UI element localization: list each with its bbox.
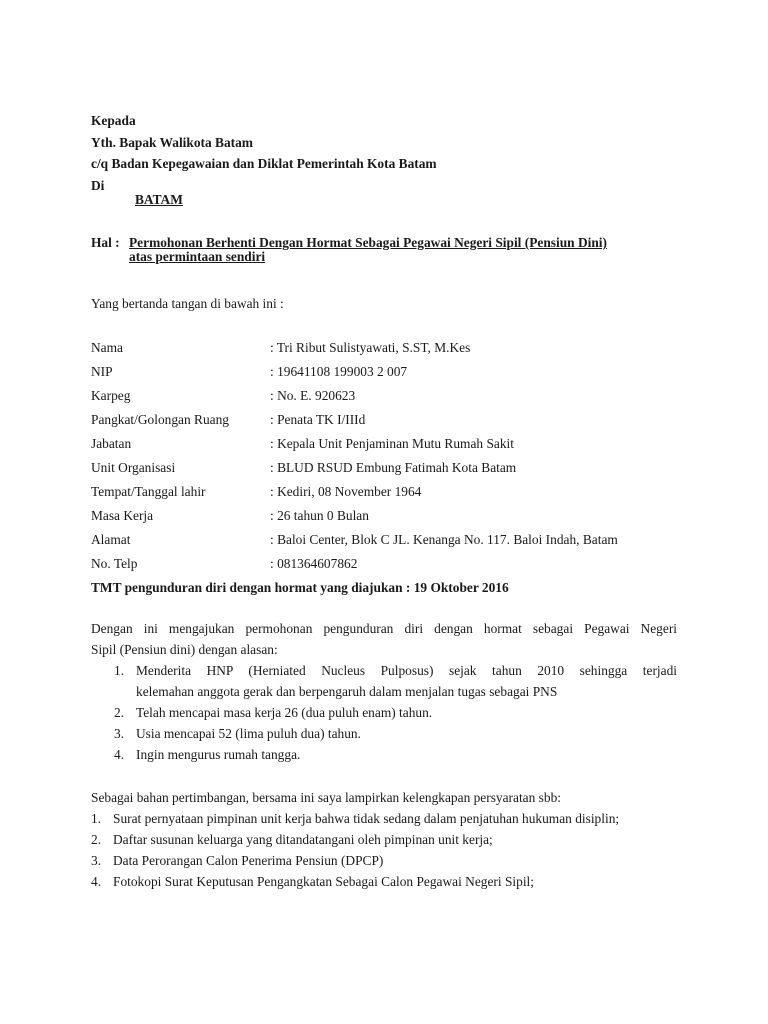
field-label-jabatan: Jabatan <box>91 436 132 451</box>
subject-line2: atas permintaan sendiri <box>129 249 266 264</box>
recipient-kepada: Kepada <box>91 113 136 128</box>
recipient-cq: c/q Badan Kepegawaian dan Diklat Pemerintah Kota Batam <box>91 156 437 171</box>
field-label-unit: Unit Organisasi <box>91 460 176 475</box>
attachment-number: 1. <box>91 811 102 826</box>
attachment-text: Surat pernyataan pimpinan unit kerja bahwa tidak sedang dalam penjatuhan hukuman disiplin; <box>113 811 620 826</box>
tmt-statement: TMT pengunduran diri dengan hormat yang diajukan : 19 Oktober 2016 <box>91 580 509 595</box>
field-label-nip: NIP <box>91 364 113 379</box>
field-value-nama: : Tri Ribut Sulistyawati, S.ST, M.Kes <box>270 340 471 355</box>
field-value-ttl: : Kediri, 08 November 1964 <box>270 484 422 499</box>
reason-text: Menderita HNP (Herniated Nucleus Pulposus) sejak tahun 2010 sehingga terjadi <box>136 663 677 678</box>
field-value-nip: : 19641108 199003 2 007 <box>270 364 408 379</box>
attachments-intro: Sebagai bahan pertimbangan, bersama ini saya lampirkan kelengkapan persyaratan sbb: <box>91 790 561 805</box>
recipient-city: BATAM <box>135 192 183 207</box>
reason-text: Usia mencapai 52 (lima puluh dua) tahun. <box>136 726 361 741</box>
field-value-pangkat: : Penata TK I/IIId <box>270 412 366 427</box>
reason-number: 4. <box>114 747 125 762</box>
field-label-ttl: Tempat/Tanggal lahir <box>91 484 206 499</box>
attachment-text: Fotokopi Surat Keputusan Pengangkatan Sebagai Calon Pegawai Negeri Sipil; <box>113 874 534 889</box>
field-label-masa-kerja: Masa Kerja <box>91 508 154 523</box>
field-label-karpeg: Karpeg <box>91 388 131 403</box>
intro-text: Yang bertanda tangan di bawah ini : <box>91 296 284 311</box>
request-line2: Sipil (Pensiun dini) dengan alasan: <box>91 642 278 657</box>
attachment-text: Daftar susunan keluarga yang ditandatangani oleh pimpinan unit kerja; <box>113 832 493 847</box>
reason-text: Ingin mengurus rumah tangga. <box>136 747 301 762</box>
attachment-text: Data Perorangan Calon Penerima Pensiun (DPCP) <box>113 853 384 868</box>
field-label-nama: Nama <box>91 340 123 355</box>
reason-number: 1. <box>114 663 125 678</box>
recipient-di: Di <box>91 178 105 193</box>
reason-number: 3. <box>114 726 125 741</box>
attachment-number: 4. <box>91 874 102 889</box>
request-line1: Dengan ini mengajukan permohonan pengunduran diri dengan hormat sebagai Pegawai Negeri <box>91 621 677 636</box>
field-value-telp: : 081364607862 <box>270 556 358 571</box>
field-value-karpeg: : No. E. 920623 <box>270 388 356 403</box>
attachment-number: 2. <box>91 832 102 847</box>
reason-text: Telah mencapai masa kerja 26 (dua puluh enam) tahun. <box>136 705 433 720</box>
field-label-alamat: Alamat <box>91 532 131 547</box>
attachment-number: 3. <box>91 853 102 868</box>
recipient-yth: Yth. Bapak Walikota Batam <box>91 135 253 150</box>
field-value-jabatan: : Kepala Unit Penjaminan Mutu Rumah Sakit <box>270 436 514 451</box>
field-label-pangkat: Pangkat/Golongan Ruang <box>91 412 229 427</box>
subject-line1: Permohonan Berhenti Dengan Hormat Sebagai Pegawai Negeri Sipil (Pensiun Dini) <box>129 235 607 250</box>
field-label-telp: No. Telp <box>91 556 138 571</box>
reason-text-continued: kelemahan anggota gerak dan berpengaruh dalam menjalan tugas sebagai PNS <box>136 684 558 699</box>
reason-number: 2. <box>114 705 125 720</box>
subject-label: Hal : <box>91 235 120 250</box>
field-value-alamat: : Baloi Center, Blok C JL. Kenanga No. 117. Baloi Indah, Batam <box>270 532 618 547</box>
field-value-unit: : BLUD RSUD Embung Fatimah Kota Batam <box>270 460 517 475</box>
field-value-masa-kerja: : 26 tahun 0 Bulan <box>270 508 369 523</box>
